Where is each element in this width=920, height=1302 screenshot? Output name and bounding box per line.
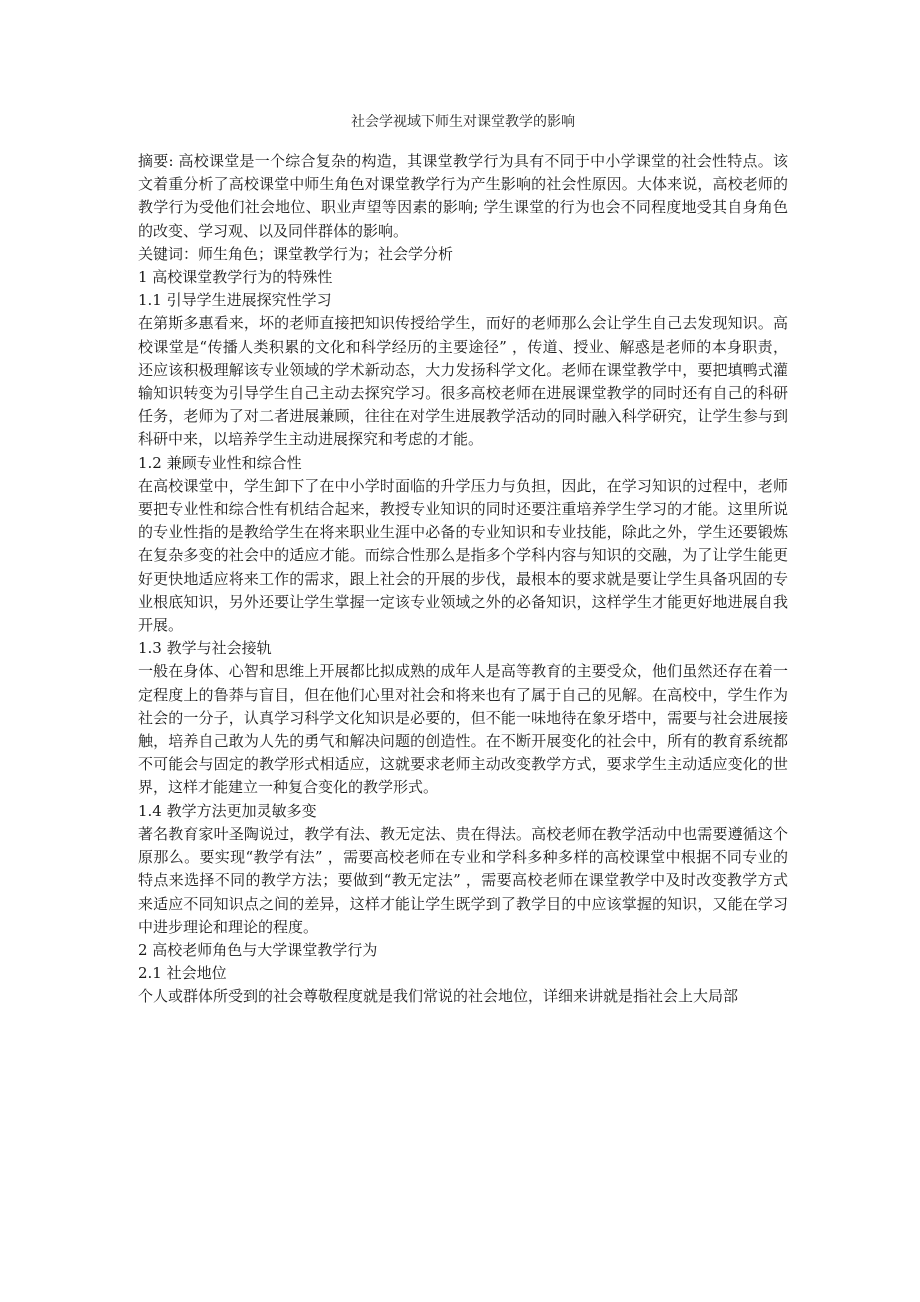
- keywords-line: 关键词：师生角色；课堂教学行为；社会学分析: [138, 244, 454, 263]
- section-heading-1: 1 高校课堂教学行为的特殊性: [138, 268, 333, 287]
- paragraph-1-2: 在高校课堂中，学生卸下了在中小学时面临的升学压力与负担，因此，在学习知识的过程中，老师要把专业性和综合性有机结合起来，教授专业知识的同时还要注重培养学生学习的才能。这里所说的专业性指的是教给学生在将来职业生涯中必备的专业知识和专业技能，除此之外，学生还要锻炼在复杂多变的社会中的适应才能。而综合性那么是指多个学科内容与知识的交融，为了让学生能更好更快地适应将来工作的需求，跟上社会的开展的步伐，最根本的要求就是要让学生具备巩固的专业根底知识，另外还要让学生掌握一定该专业领域之外的必备知识，这样学生才能更好地进展自我开展。: [138, 476, 788, 635]
- subsection-heading-1-1: 1.1 引导学生进展探究性学习: [138, 291, 332, 310]
- subsection-heading-1-4: 1.4 教学方法更加灵敏多变: [138, 801, 317, 820]
- subsection-heading-1-3: 1.3 教学与社会接轨: [138, 639, 272, 658]
- document-title: 社会学视域下师生对课堂教学的影响: [351, 114, 575, 130]
- paragraph-1-4: 著名教育家叶圣陶说过，教学有法、教无定法、贵在得法。高校老师在教学活动中也需要遵循这个原那么。要实现“教学有法” ，需要高校老师在专业和学科多种多样的高校课堂中根据不同专业的特点来选择不同的教学方法；要做到“教无定法” ，需要高校老师在课堂教学中及时改变教学方式来适应不同知识点之间的差异，这样才能让学生既学到了教学目的中应该掌握的知识，又能在学习中进步理论和理论的程度。: [138, 824, 788, 936]
- section-heading-2: 2 高校老师角色与大学课堂教学行为: [138, 940, 378, 959]
- abstract-paragraph: 摘要: 高校课堂是一个综合复杂的构造，其课堂教学行为具有不同于中小学课堂的社会性特点。该文着重分析了高校课堂中师生角色对课堂教学行为产生影响的社会性原因。大体来说，高校老师的教学行为受他们社会地位、职业声望等因素的影响; 学生课堂的行为也会不同程度地受其自身角色的改变、学习观、以及同伴群体的影响。: [138, 152, 788, 240]
- document-page: [138, 112, 788, 1009]
- subsection-heading-2-1: 2.1 社会地位: [138, 964, 227, 983]
- paragraph-2-1: 个人或群体所受到的社会尊敬程度就是我们常说的社会地位，详细来讲就是指社会上大局部: [138, 987, 739, 1006]
- subsection-heading-1-2: 1.2 兼顾专业性和综合性: [138, 453, 302, 472]
- paragraph-1-3: 一般在身体、心智和思维上开展都比拟成熟的成年人是高等教育的主要受众，他们虽然还存在着一定程度上的鲁莽与盲目，但在他们心里对社会和将来也有了属于自己的见解。在高校中，学生作为社会的一分子，认真学习科学文化知识是必要的，但不能一味地待在象牙塔中，需要与社会进展接触，培养自己敢为人先的勇气和解决问题的创造性。在不断开展变化的社会中，所有的教育系统都不可能会与固定的教学形式相适应，这就要求老师主动改变教学方式，要求学生主动适应变化的世界，这样才能建立一种复合变化的教学形式。: [138, 662, 788, 797]
- paragraph-1-1: 在第斯多惠看来，坏的老师直接把知识传授给学生，而好的老师那么会让学生自己去发现知识。高校课堂是“传播人类积累的文化和科学经历的主要途径” ，传道、授业、解惑是老师的本身职责，还应该积极理解该专业领域的学术新动态，大力发扬科学文化。老师在课堂教学中，要把填鸭式灌输知识转变为引导学生自己主动去探究学习。很多高校老师在进展课堂教学的同时还有自己的科研任务，老师为了对二者进展兼顾，往往在对学生进展教学活动的同时融入科学研究，让学生参与到科研中来，以培养学生主动进展探究和考虑的才能。: [138, 314, 788, 449]
